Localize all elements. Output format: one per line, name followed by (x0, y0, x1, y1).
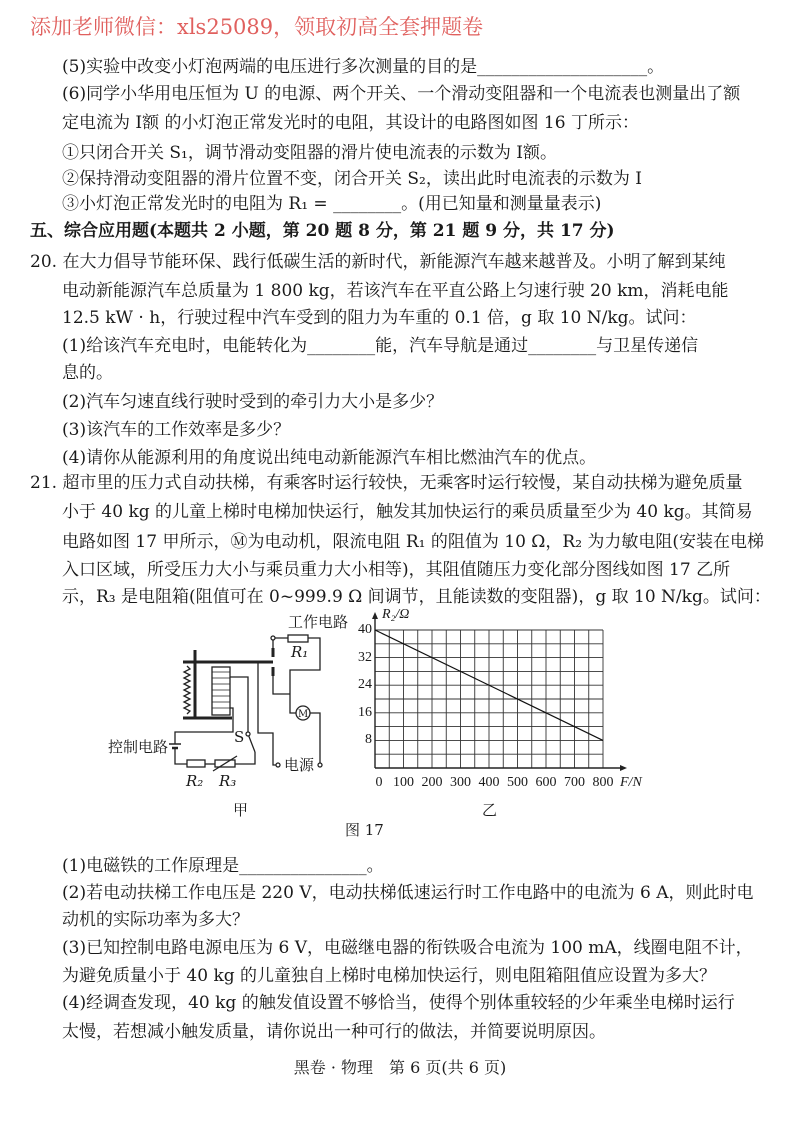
spring-icon (184, 666, 190, 714)
q21-line: 电路如图 17 甲所示，Ⓜ为电动机，限流电阻 R₁ 的阻值为 10 Ω，R₂ 为力敏电阻(安装在电梯 (62, 532, 765, 552)
x-tick-label: 500 (507, 775, 528, 790)
r2-label: R₂ (186, 772, 204, 790)
switch-label: S (234, 728, 245, 746)
figure-jia-label: 甲 (233, 801, 249, 819)
y-axis-label: R₂/Ω (382, 607, 410, 622)
x-axis-label: F/N (620, 775, 642, 790)
r2-force-chart (372, 612, 627, 771)
r1-resistor (288, 635, 308, 642)
y-tick-label: 16 (358, 704, 372, 720)
q19-line: ①只闭合开关 S₁，调节滑动变阻器的滑片使电流表的示数为 I额。 (62, 143, 557, 163)
watermark-text: 添加老师微信：xls25089，领取初高全套押题卷 (30, 15, 484, 39)
q19-line: 定电流为 I额 的小灯泡正常发光时的电阻，其设计的电路图如图 16 丁所示： (62, 113, 639, 133)
y-tick-label: 40 (358, 622, 372, 637)
y-tick-label: 32 (358, 649, 372, 665)
q20-line: 12.5 kW · h，行驶过程中汽车受到的阻力为车重的 0.1 倍，g 取 10 N/kg。试问： (62, 308, 697, 328)
power-terminal (276, 763, 280, 767)
q20-line: 息的。 (62, 363, 113, 383)
r2-resistor (187, 760, 205, 767)
q19-line: (6)同学小华用电压恒为 U 的电源、两个开关、一个滑动变阻器和一个电流表也测量出了额 (62, 84, 741, 104)
x-tick-label: 400 (478, 775, 500, 790)
section-heading: 五、综合应用题(本题共 2 小题，第 20 题 8 分，第 21 题 9 分，共 17 分) (30, 221, 615, 241)
q19-line: (5)实验中改变小灯泡两端的电压进行多次测量的目的是____________________。 (62, 57, 665, 77)
motor-label: M (298, 709, 309, 720)
control-wire (175, 708, 233, 744)
figure-yi-label: 乙 (482, 801, 498, 819)
x-tick-label: 200 (421, 775, 443, 790)
q21-sub-line: (2)若电动扶梯工作电压是 220 V，电动扶梯低速运行时工作电路中的电流为 6 A，则此时电 (62, 883, 754, 903)
x-tick-label: 0 (375, 775, 383, 790)
q20-line: 电动新能源汽车总质量为 1 800 kg，若该汽车在平直公路上匀速行驶 20 km，消耗电能 (62, 281, 729, 301)
q19-line: ②保持滑动变阻器的滑片位置不变，闭合开关 S₂，读出此时电流表的示数为 I (62, 169, 642, 189)
y-tick-label: 8 (365, 732, 372, 748)
r1-label: R₁ (291, 643, 309, 661)
q21-line: 示，R₃ 是电阻箱(阻值可在 0~999.9 Ω 间调节，且能读数的变阻器)，g 取 10 N/kg。试问： (62, 587, 771, 607)
circuit-diagram (169, 635, 322, 771)
q20-line: (4)请你从能源利用的角度说出纯电动新能源汽车相比燃油汽车的优点。 (62, 448, 597, 468)
q21-line: 小于 40 kg 的儿童上梯时电梯加快运行，触发其加快运行的乘员质量至少为 40 kg。其简易 (62, 502, 753, 522)
x-tick-label: 800 (592, 775, 614, 790)
q20-line: (3)该汽车的工作效率是多少？ (62, 420, 291, 440)
q21-sub-line: (4)经调查发现，40 kg 的触发值设置不够恰当，使得个别体重较轻的少年乘坐电梯时运行 (62, 993, 735, 1013)
q21-sub-line: 动机的实际功率为多大？ (62, 910, 249, 930)
x-axis-arrow-icon (620, 765, 627, 771)
y-axis-arrow-icon (372, 612, 378, 619)
r3-label: R₃ (219, 772, 237, 790)
x-tick-label: 300 (450, 775, 471, 790)
q21-sub-line: 太慢，若想减小触发质量，请你说出一种可行的做法，并简要说明原因。 (62, 1022, 606, 1042)
power-terminal (318, 763, 322, 767)
power-label: 电源 (284, 756, 315, 774)
page-footer: 黑卷 · 物理 第 6 页(共 6 页) (293, 1058, 507, 1077)
q20-line: (2)汽车匀速直线行驶时受到的牵引力大小是多少？ (62, 392, 444, 412)
q21-line: 21. 超市里的压力式自动扶梯，有乘客时运行较快，无乘客时运行较慢，某自动扶梯为避免质量 (30, 473, 743, 493)
q19-line: ③小灯泡正常发光时的电阻为 R₁ = ________。(用已知量和测量量表示) (62, 194, 602, 214)
work-circuit-label: 工作电路 (288, 613, 349, 631)
x-tick-label: 700 (564, 775, 585, 790)
motor-icon (296, 706, 310, 720)
q21-sub-line: (3)已知控制电路电源电压为 6 V，电磁继电器的衔铁吸合电流为 100 mA，线圈电阻不计， (62, 938, 753, 958)
q21-line: 入口区域，所受压力大小与乘员重力大小相等)，其阻值随压力变化部分图线如图 17 乙所 (62, 560, 731, 580)
q21-sub-line: 为避免质量小于 40 kg 的儿童独自上梯时电梯加快运行，则电阻箱阻值应设置为多大？ (62, 966, 717, 986)
q21-sub-line: (1)电磁铁的工作原理是_______________。 (62, 856, 384, 876)
q20-line: 20. 在大力倡导节能环保、践行低碳生活的新时代，新能源汽车越来越普及。小明了解到某纯 (30, 252, 726, 272)
x-tick-label: 600 (535, 775, 557, 790)
figure-caption: 图 17 (345, 821, 384, 839)
control-circuit-label: 控制电路 (108, 738, 169, 756)
y-tick-label: 24 (358, 677, 372, 693)
x-tick-label: 100 (393, 775, 414, 790)
q20-line: (1)给该汽车充电时，电能转化为________能，汽车导航是通过________与卫星传递信 (62, 336, 699, 356)
switch-s (248, 734, 255, 752)
